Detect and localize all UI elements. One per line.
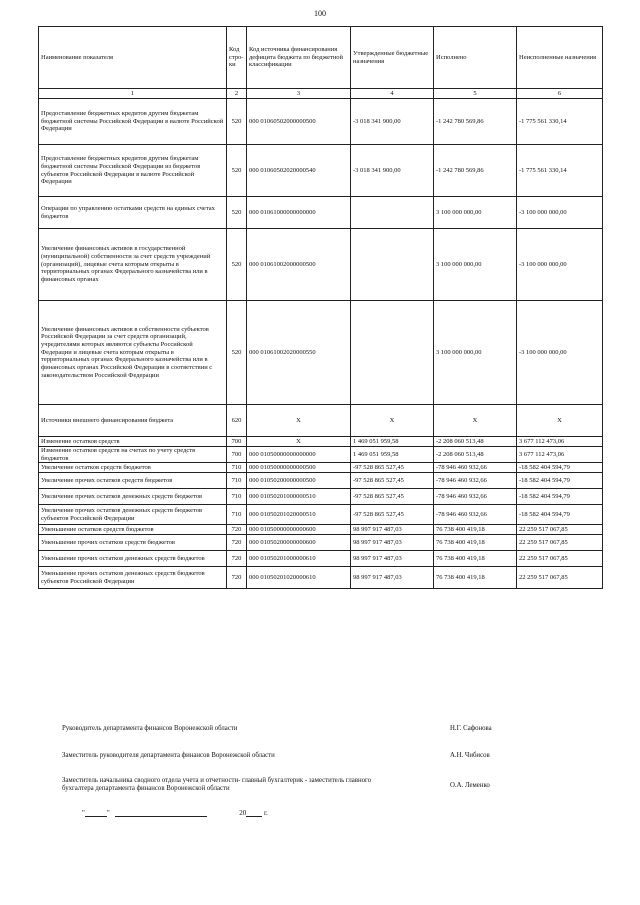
row-name: Увеличение остатков средств бюджетов — [39, 463, 227, 473]
row-code: 700 — [227, 447, 247, 463]
row-source-code: X — [247, 437, 351, 447]
table-row — [39, 197, 603, 229]
header-executed: Исполнено — [434, 27, 517, 89]
row-approved: X — [351, 405, 434, 437]
row-approved: -97 528 865 527,45 — [351, 473, 434, 489]
table-row — [39, 99, 603, 145]
row-approved: -97 528 865 527,45 — [351, 505, 434, 525]
column-number: 3 — [247, 89, 351, 99]
row-executed: X — [434, 405, 517, 437]
row-approved — [351, 229, 434, 301]
row-approved: 1 469 051 959,58 — [351, 437, 434, 447]
column-number: 1 — [39, 89, 227, 99]
row-unexecuted: 3 677 112 473,06 — [517, 447, 603, 463]
row-source-code: 000 01050000000000000 — [247, 447, 351, 463]
row-unexecuted: -18 582 404 594,79 — [517, 463, 603, 473]
row-code: 710 — [227, 463, 247, 473]
date-open-quote: " — [82, 809, 85, 817]
row-name: Уменьшение прочих остатков денежных средств бюджетов — [39, 551, 227, 567]
row-name: Уменьшение прочих остатков средств бюджетов — [39, 535, 227, 551]
row-source-code: 000 01050000000000600 — [247, 525, 351, 535]
row-executed: 3 100 000 000,00 — [434, 197, 517, 229]
row-name: Уменьшение остатков средств бюджетов — [39, 525, 227, 535]
row-approved: 98 997 917 487,03 — [351, 551, 434, 567]
column-number: 2 — [227, 89, 247, 99]
row-name: Увеличение прочих остатков средств бюджетов — [39, 473, 227, 489]
row-source-code: 000 01050200000000600 — [247, 535, 351, 551]
row-code: 620 — [227, 405, 247, 437]
row-code: 720 — [227, 567, 247, 589]
row-source-code: 000 01061002020000550 — [247, 301, 351, 405]
row-source-code: 000 01050201020000610 — [247, 567, 351, 589]
row-code: 720 — [227, 535, 247, 551]
row-source-code: 000 01050201020000510 — [247, 505, 351, 525]
date-line — [82, 808, 268, 817]
row-unexecuted: -3 100 000 000,00 — [517, 197, 603, 229]
signature-name: А.Н. Чибисов — [450, 752, 490, 759]
row-name: Увеличение финансовых активов в собственности субъектов Российской Федерации за счет средств организаций, учредителями которых являются субъекты Российской Федерации и лицевые счета которым открыты в территориальных органах Федерального казначейства или в финансовых органах Российской Федерации в соответствии с законодательством Российской Федерации — [39, 301, 227, 405]
table-row — [39, 447, 603, 463]
table-row — [39, 535, 603, 551]
date-close-quote: " — [106, 809, 110, 817]
row-executed: -78 946 460 932,66 — [434, 473, 517, 489]
row-source-code: 000 01061002000000500 — [247, 229, 351, 301]
row-approved: 98 997 917 487,03 — [351, 535, 434, 551]
month-blank — [115, 808, 207, 817]
row-approved: 1 469 051 959,58 — [351, 447, 434, 463]
row-executed: 76 738 400 419,18 — [434, 567, 517, 589]
row-name: Уменьшение прочих остатков денежных средств бюджетов субъектов Российской Федерации — [39, 567, 227, 589]
page-number: 100 — [314, 9, 326, 18]
row-source-code: 000 01050201000000610 — [247, 551, 351, 567]
header-unexecuted: Неисполненные назначения — [517, 27, 603, 89]
table-row — [39, 145, 603, 197]
row-unexecuted: -3 100 000 000,00 — [517, 301, 603, 405]
row-executed: -2 208 060 513,48 — [434, 437, 517, 447]
row-source-code: 000 01050201000000510 — [247, 489, 351, 505]
row-name: Источники внешнего финансирования бюджета — [39, 405, 227, 437]
row-code: 700 — [227, 437, 247, 447]
year-prefix: 20 — [239, 809, 247, 817]
column-number: 6 — [517, 89, 603, 99]
year-blank — [246, 808, 262, 817]
signature-name: О.А. Леменко — [450, 782, 490, 789]
signature-position: Заместитель руководителя департамента финансов Воронежской области — [62, 752, 275, 759]
row-source-code: 000 01050000000000500 — [247, 463, 351, 473]
table-row — [39, 463, 603, 473]
row-name: Увеличение финансовых активов в государственной (муниципальной) собственности за счет средств учреждений (организаций), лицевые счета которым открыты в территориальных органах Федерального казначейства или в финансовых органах — [39, 229, 227, 301]
row-source-code: 000 01060502000000500 — [247, 99, 351, 145]
row-name: Предоставление бюджетных кредитов другим бюджетам бюджетной системы Российской Федерации в валюте Российской Федерации — [39, 99, 227, 145]
row-unexecuted: 22 259 517 067,85 — [517, 567, 603, 589]
row-executed: 3 100 000 000,00 — [434, 229, 517, 301]
signature-position: Заместитель начальника сводного отдела учета и отчетности- главный бухгалтерик - заместитель главного бухгалтера департамента финансов Воронежской области — [62, 777, 371, 793]
row-code: 520 — [227, 145, 247, 197]
row-source-code: 000 01060502020000540 — [247, 145, 351, 197]
row-unexecuted: 22 259 517 067,85 — [517, 535, 603, 551]
row-name: Изменение остатков средств на счетах по учету средств бюджетов — [39, 447, 227, 463]
table-row — [39, 301, 603, 405]
row-name: Изменение остатков средств — [39, 437, 227, 447]
row-approved: 98 997 917 487,03 — [351, 525, 434, 535]
row-unexecuted: X — [517, 405, 603, 437]
header-approved: Утвержденные бюджетные назначения — [351, 27, 434, 89]
table-row — [39, 567, 603, 589]
table-row — [39, 437, 603, 447]
row-unexecuted: -18 582 404 594,79 — [517, 505, 603, 525]
table-row — [39, 525, 603, 535]
row-unexecuted: -3 100 000 000,00 — [517, 229, 603, 301]
row-code: 520 — [227, 301, 247, 405]
table-row — [39, 473, 603, 489]
row-unexecuted: 22 259 517 067,85 — [517, 525, 603, 535]
row-unexecuted: 3 677 112 473,06 — [517, 437, 603, 447]
row-approved: -3 018 341 900,00 — [351, 145, 434, 197]
row-unexecuted: -1 775 561 330,14 — [517, 145, 603, 197]
row-source-code: 000 01050200000000500 — [247, 473, 351, 489]
row-code: 710 — [227, 489, 247, 505]
table-row — [39, 505, 603, 525]
row-approved: 98 997 917 487,03 — [351, 567, 434, 589]
row-code: 520 — [227, 229, 247, 301]
row-approved — [351, 301, 434, 405]
row-approved: -97 528 865 527,45 — [351, 463, 434, 473]
row-executed: 3 100 000 000,00 — [434, 301, 517, 405]
table-row — [39, 405, 603, 437]
header-code: Код стро-ки — [227, 27, 247, 89]
column-number: 4 — [351, 89, 434, 99]
column-number-row — [39, 89, 603, 99]
row-unexecuted: -1 775 561 330,14 — [517, 99, 603, 145]
row-approved — [351, 197, 434, 229]
day-blank — [85, 808, 107, 817]
header-name: Наименование показателя — [39, 27, 227, 89]
sources-financing-table — [38, 26, 603, 589]
row-approved: -97 528 865 527,45 — [351, 489, 434, 505]
row-executed: -1 242 780 569,86 — [434, 99, 517, 145]
row-name: Предоставление бюджетных кредитов другим бюджетам бюджетной системы Российской Федерации из бюджетов субъектов Российской Федерации в валюте Российской Федерации — [39, 145, 227, 197]
row-code: 710 — [227, 505, 247, 525]
header-row — [39, 27, 603, 89]
row-executed: -78 946 460 932,66 — [434, 489, 517, 505]
row-executed: 76 738 400 419,18 — [434, 535, 517, 551]
row-unexecuted: 22 259 517 067,85 — [517, 551, 603, 567]
row-executed: 76 738 400 419,18 — [434, 525, 517, 535]
row-executed: 76 738 400 419,18 — [434, 551, 517, 567]
row-executed: -1 242 780 569,86 — [434, 145, 517, 197]
header-source-code: Код источника финансирования дефицита бюджета по бюджетной классификации — [247, 27, 351, 89]
signature-name: Н.Г. Сафонова — [450, 725, 492, 732]
row-source-code: X — [247, 405, 351, 437]
table-row — [39, 489, 603, 505]
row-executed: -78 946 460 932,66 — [434, 505, 517, 525]
row-executed: -78 946 460 932,66 — [434, 463, 517, 473]
column-number: 5 — [434, 89, 517, 99]
table-row — [39, 551, 603, 567]
row-name: Операции по управлению остатками средств на единых счетах бюджетов — [39, 197, 227, 229]
row-name: Увеличение прочих остатков денежных средств бюджетов — [39, 489, 227, 505]
signature-position: Руководитель департамента финансов Воронежской области — [62, 725, 238, 732]
year-suffix: г. — [263, 809, 268, 817]
row-code: 520 — [227, 99, 247, 145]
row-name: Увеличение прочих остатков денежных средств бюджетов субъектов Российской Федерации — [39, 505, 227, 525]
row-code: 520 — [227, 197, 247, 229]
table-row — [39, 229, 603, 301]
row-approved: -3 018 341 900,00 — [351, 99, 434, 145]
row-code: 720 — [227, 525, 247, 535]
row-unexecuted: -18 582 404 594,79 — [517, 489, 603, 505]
row-source-code: 000 01061000000000000 — [247, 197, 351, 229]
row-executed: -2 208 060 513,48 — [434, 447, 517, 463]
row-unexecuted: -18 582 404 594,79 — [517, 473, 603, 489]
row-code: 710 — [227, 473, 247, 489]
row-code: 720 — [227, 551, 247, 567]
